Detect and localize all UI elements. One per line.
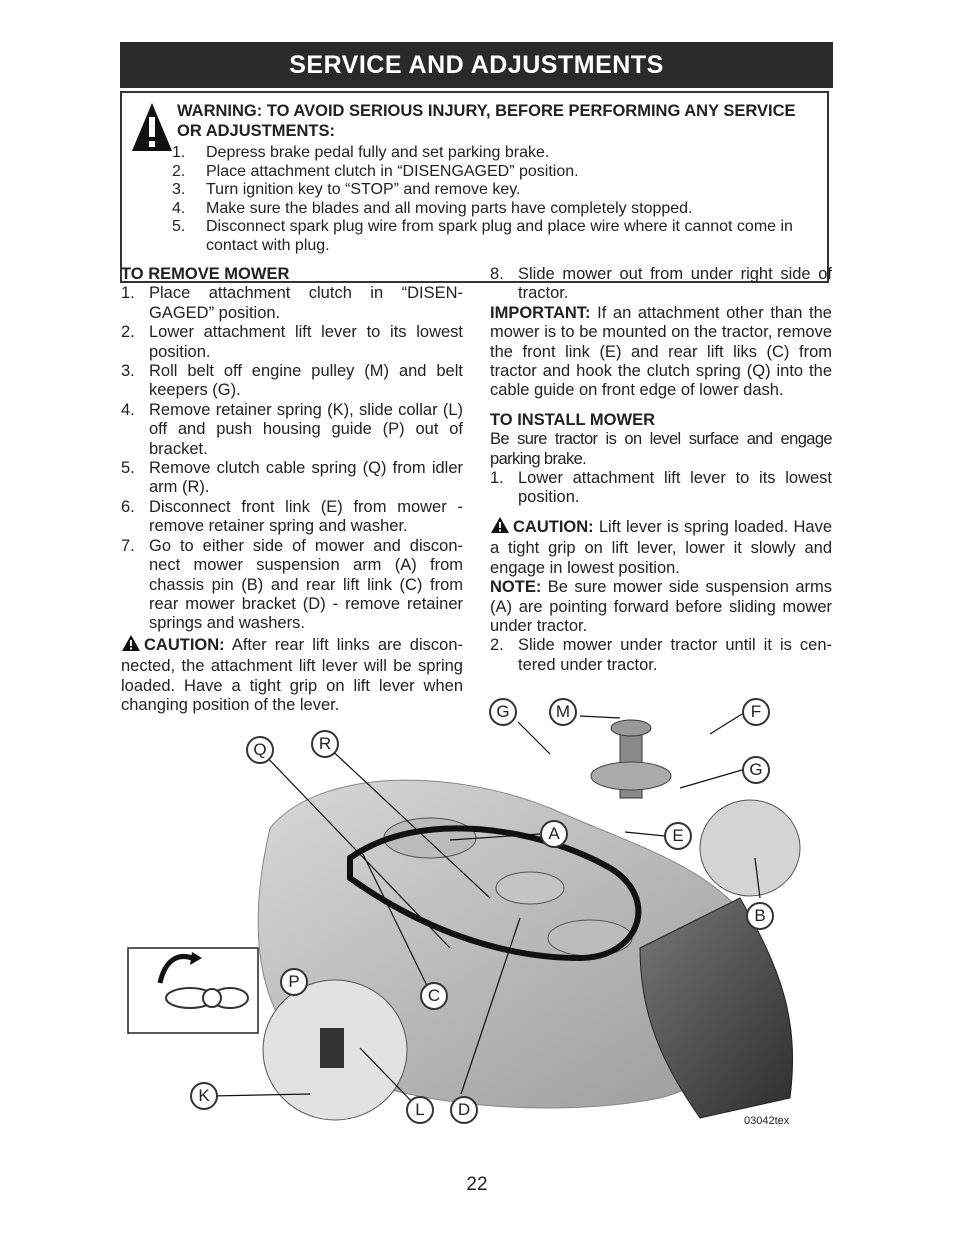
- install-caution: CAUTION: Lift lever is spring loaded. Have a tight grip on lift lever, lower it slowly and engage in lowest position.: [490, 517, 832, 577]
- mower-drawing: [120, 698, 820, 1138]
- list-item: 1. Depress brake pedal fully and set parking brake.: [172, 144, 550, 161]
- install-heading: TO INSTALL MOWER: [490, 410, 655, 429]
- install-step-2: [490, 636, 832, 675]
- callout-e: E: [664, 822, 692, 850]
- right-column: [490, 265, 832, 675]
- callout-g-top: G: [489, 698, 517, 726]
- list-item: 3. Roll belt off engine pulley (M) and belt keepers (G).: [121, 362, 463, 400]
- list-item: 1. Lower attachment lift lever to its lowest position.: [490, 469, 832, 507]
- figure-code: 03042tex: [744, 1115, 790, 1127]
- section-banner: SERVICE AND ADJUSTMENTS: [120, 42, 833, 88]
- install-step-1: [490, 469, 832, 508]
- callout-a: A: [540, 820, 568, 848]
- warning-list: [172, 144, 822, 255]
- remove-caution: CAUTION: After rear lift links are discon-nected, the attachment lift lever will be spring loaded. Have a tight grip on lift lever when changing position of the lever.: [121, 635, 463, 714]
- caution-icon: [121, 634, 141, 657]
- remove-heading: TO REMOVE MOWER: [121, 265, 290, 283]
- list-item: 5. Disconnect spark plug wire from spark plug and place wire where it cannot come in contact with plug.: [172, 218, 793, 254]
- callout-f: F: [742, 698, 770, 726]
- list-item: 2. Slide mower under tractor until it is cen-tered under tractor.: [490, 636, 832, 674]
- list-item: 4. Remove retainer spring (K), slide collar (L) off and push housing guide (P) out of bracket.: [121, 400, 463, 458]
- list-item: 2. Lower attachment lift lever to its lowest position.: [121, 323, 463, 361]
- list-item: 7. Go to either side of mower and discon-nect mower suspension arm (A) from chassis pin (B) and rear lift link (C) from rear mower bracket (D) - remove retainer springs and washers.: [121, 536, 463, 633]
- callout-d: D: [450, 1096, 478, 1124]
- remove-steps: [121, 284, 463, 633]
- page-number: 22: [466, 1174, 488, 1195]
- warning-title: WARNING: TO AVOID SERIOUS INJURY, BEFORE PERFORMING ANY SERVICE OR ADJUSTMENTS:: [177, 102, 796, 140]
- list-item: 2. Place attachment clutch in “DISENGAGED” position.: [172, 162, 579, 180]
- callout-g-right: G: [742, 756, 770, 784]
- install-intro: Be sure tractor is on level surface and engage parking brake.: [490, 430, 832, 468]
- warning-box: [120, 91, 829, 283]
- list-item: 1. Place attachment clutch in “DISEN-GAGED” position.: [121, 284, 463, 322]
- caution-icon: [490, 516, 510, 539]
- callout-r: R: [311, 730, 339, 758]
- list-item: 8. Slide mower out from under right side of tractor.: [490, 265, 832, 303]
- left-column: [121, 265, 463, 715]
- list-item: 5. Remove clutch cable spring (Q) from idler arm (R).: [121, 459, 463, 497]
- callout-c: C: [420, 982, 448, 1010]
- callout-b: B: [746, 902, 774, 930]
- list-item: 4. Make sure the blades and all moving parts have completely stopped.: [172, 199, 693, 217]
- install-note: NOTE: Be sure mower side suspension arms (A) are pointing forward before sliding mower under tractor.: [490, 578, 832, 635]
- callout-m: M: [549, 698, 577, 726]
- callout-p: P: [280, 968, 308, 996]
- remove-step-8: [490, 265, 832, 304]
- important-note: IMPORTANT: If an attachment other than the mower is to be mounted on the tractor, remove the front link (E) and rear lift liks (C) from tractor and hook the clutch spring (Q) into the cable guide on front edge of lower dash.: [490, 303, 832, 400]
- list-item: 3. Turn ignition key to “STOP” and remove key.: [172, 181, 521, 198]
- warning-icon: [130, 101, 174, 162]
- callout-k: K: [190, 1082, 218, 1110]
- callout-l: L: [406, 1096, 434, 1124]
- list-item: 6. Disconnect front link (E) from mower - remove retainer spring and washer.: [121, 497, 463, 536]
- callout-q: Q: [246, 736, 274, 764]
- mower-illustration: [120, 698, 820, 1138]
